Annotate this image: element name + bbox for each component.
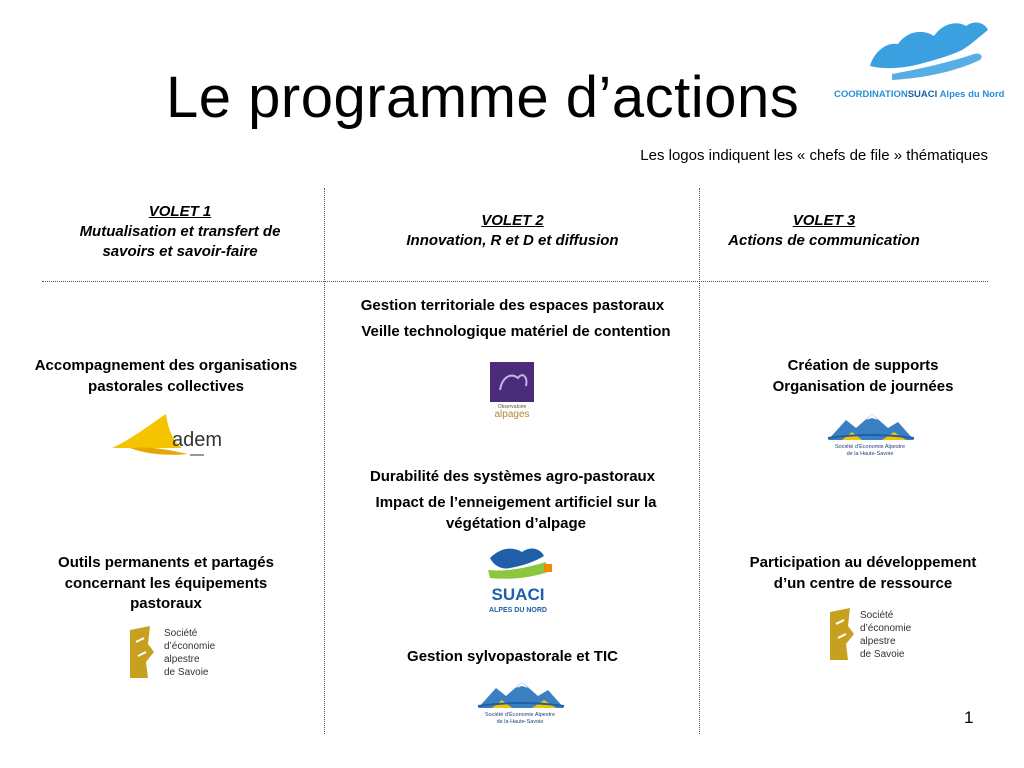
sea-savoie-logo-icon <box>126 622 226 682</box>
svg-text:d’économie: d’économie <box>164 641 216 652</box>
column-divider-2 <box>699 188 700 734</box>
svg-text:Société d’Économie Alpestre: Société d’Économie Alpestre <box>484 712 556 718</box>
col1-item-1-line-1: Accompagnement des organisations <box>34 357 298 374</box>
col2-item-1-line-1: Gestion territoriale des espaces pastoraux <box>360 297 665 314</box>
sea-savoie-logo-right <box>826 604 926 664</box>
volet-2-header <box>330 211 695 251</box>
col2-item-5-line-1: Gestion sylvopastorale et TIC <box>407 648 618 665</box>
svg-text:SUACI: SUACI <box>491 585 545 604</box>
svg-text:Société: Société <box>860 610 894 621</box>
col1-item-2 <box>26 553 306 615</box>
sea-haute-savoie-logo-icon <box>472 674 568 726</box>
col2-item-5 <box>330 647 695 668</box>
col1-item-1-line-2: pastorales collectives <box>88 377 244 395</box>
volet-3-line-1: Actions de communication <box>728 232 920 249</box>
svg-text:alpages: alpages <box>494 409 530 420</box>
suaci-logo-icon <box>480 544 556 616</box>
alpages-logo-icon <box>488 360 538 422</box>
sea-haute-savoie-logo-icon <box>822 406 918 458</box>
volet-1-line-1: Mutualisation et transfert de <box>79 223 281 240</box>
svg-text:alpestre: alpestre <box>164 654 200 665</box>
col3-item-2-line-2: d’un centre de ressource <box>773 574 953 592</box>
suaci-logo <box>480 544 556 616</box>
subtitle: Les logos indiquent les « chefs de file » thématiques <box>640 147 988 164</box>
sea-haute-savoie-logo-bottom <box>472 674 568 726</box>
column-divider-1 <box>324 188 325 734</box>
svg-text:ALPES DU NORD: ALPES DU NORD <box>489 607 547 614</box>
col3-item-1 <box>704 356 1022 397</box>
sea-savoie-logo-icon <box>826 604 926 664</box>
col2-item-4 <box>330 493 702 534</box>
col3-item-1-line-2: Organisation de journées <box>772 377 954 395</box>
volet-1-header <box>40 202 320 262</box>
svg-text:de la Haute-Savoie: de la Haute-Savoie <box>496 719 544 725</box>
col1-item-2-line-1: Outils permanents et partagés <box>58 554 274 571</box>
svg-text:de la Haute-Savoie: de la Haute-Savoie <box>846 451 894 457</box>
svg-text:Société: Société <box>164 628 198 639</box>
col1-item-2-line-2: concernant les équipements <box>64 574 268 592</box>
col2-item-4-line-2: végétation d’alpage <box>445 514 587 532</box>
header-divider <box>42 281 988 282</box>
volet-2-label: VOLET 2 <box>481 212 544 229</box>
col1-item-2-line-3: pastoraux <box>130 595 202 612</box>
volet-3-label: VOLET 3 <box>792 212 856 229</box>
coordination-suaci-logo-text: COORDINATIONSUACI Alpes du Nord <box>834 89 1005 100</box>
col3-item-2-line-1: Participation au développement <box>749 554 977 571</box>
volet-2-line-1: Innovation, R et D et diffusion <box>406 232 619 249</box>
svg-text:de Savoie: de Savoie <box>164 667 209 678</box>
svg-text:d’économie: d’économie <box>860 623 912 634</box>
volet-1-label: VOLET 1 <box>148 203 212 220</box>
page-number: 1 <box>964 708 974 727</box>
col2-item-1 <box>330 296 695 317</box>
col2-item-3 <box>330 467 695 488</box>
svg-text:de Savoie: de Savoie <box>860 649 905 660</box>
adem-logo-icon <box>110 412 223 462</box>
col1-item-1 <box>0 356 332 397</box>
col3-item-1-line-1: Création de supports <box>787 357 939 374</box>
alpages-logo <box>488 360 538 422</box>
volet-1-line-2: savoirs et savoir-faire <box>102 243 258 260</box>
col2-item-2-line-1: Veille technologique matériel de contention <box>361 323 671 340</box>
page-title: Le programme d’actions <box>166 65 800 130</box>
volet-3-header <box>704 211 944 251</box>
adem-logo <box>110 412 223 462</box>
sea-haute-savoie-logo-right <box>822 406 918 458</box>
svg-text:alpestre: alpestre <box>860 636 896 647</box>
col3-item-2 <box>704 553 1022 594</box>
sea-savoie-logo-left <box>126 622 226 682</box>
col2-item-2 <box>330 322 702 343</box>
svg-text:Société d’Économie Alpestre: Société d’Économie Alpestre <box>834 444 906 450</box>
svg-text:Observatoire: Observatoire <box>497 404 527 410</box>
col2-item-3-line-1: Durabilité des systèmes agro-pastoraux <box>369 468 656 485</box>
svg-text:adem: adem <box>172 429 223 451</box>
col2-item-4-line-1: Impact de l’enneigement artificiel sur la <box>375 494 657 511</box>
coordination-suaci-logo <box>834 14 1020 104</box>
